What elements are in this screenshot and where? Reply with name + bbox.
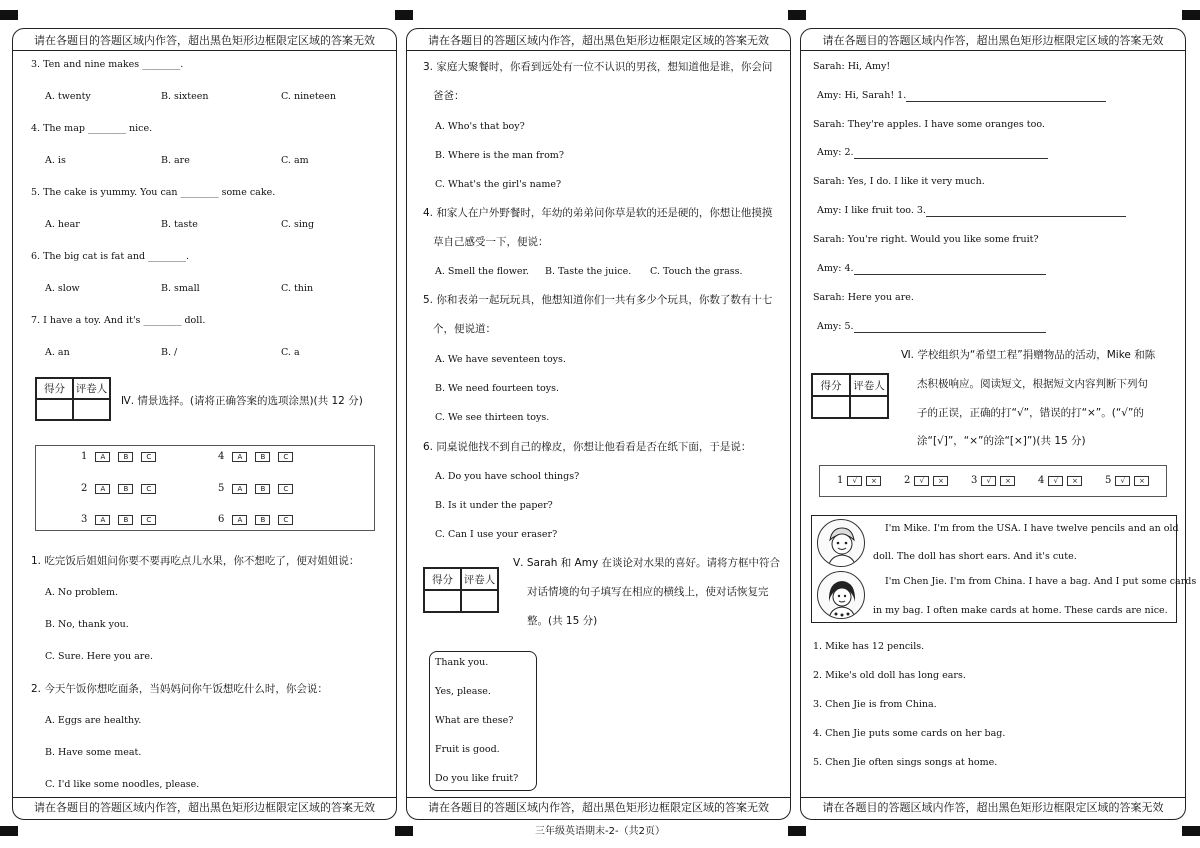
answer-blank-5[interactable] [854,322,1046,333]
section-4-title: Ⅳ. 情景选择。(请将正确答案的选项涂黑)(共 12 分) [121,395,363,407]
page-number: 三年级英语期末-2-（共2页） [535,826,665,837]
answer-blank-3[interactable] [926,206,1126,217]
answer-row: 2 A B C [81,483,156,494]
option-c[interactable]: C. Can I use your eraser? [435,529,558,540]
bubble-c[interactable]: C [141,452,156,462]
section-5-title-cont: 整。(共 15 分) [527,615,598,627]
tf-answer: 5 √ × [1105,475,1149,486]
option-b[interactable]: B. taste [161,219,198,230]
score-label: 得分 [812,374,850,396]
bubble-c[interactable]: C [278,484,293,494]
column-header: 请在各题目的答题区域内作答，超出黑色矩形边框限定区域的答案无效 [407,31,790,51]
bubble-c[interactable]: C [141,484,156,494]
option-a[interactable]: A. Eggs are healthy. [45,715,142,726]
option-a[interactable]: A. We have seventeen toys. [435,354,566,365]
option-c[interactable]: C. Sure. Here you are. [45,651,153,662]
sentence-option: Yes, please. [435,686,491,697]
bubble-a[interactable]: A [232,484,247,494]
option-b[interactable]: B. Is it under the paper? [435,500,553,511]
dialog-line: Sarah: You're right. Would you like some fruit? [813,234,1039,245]
check-mark-bubble[interactable]: √ [914,476,929,486]
answer-row: 6 A B C [218,514,293,525]
question-7: 7. I have a toy. And it's ________ doll. [31,315,206,326]
column-header: 请在各题目的答题区域内作答，超出黑色矩形边框限定区域的答案无效 [13,31,396,51]
bubble-b[interactable]: B [118,452,133,462]
answer-blank-2[interactable] [854,148,1048,159]
chen-jie-passage: I'm Chen Jie. I'm from China. I have a bag. And I put some cards [885,576,1197,587]
section-6-title: Ⅵ. 学校组织为“希望工程”捐赠物品的活动，Mike 和陈 [901,349,1156,361]
dialog-line: Amy: I like fruit too. 3. [817,205,1126,217]
section-5-title-cont: 对话情境的句子填写在相应的横线上，使对话恢复完 [527,586,769,598]
bubble-a[interactable]: A [232,452,247,462]
tf-answer: 4 √ × [1038,475,1082,486]
dialog-line: Amy: 4. [817,263,1046,275]
situation-question-6: 6. 同桌说他找不到自己的橡皮，你想让他看看是否在纸下面，于是说： [423,441,752,453]
answer-row: 1 A B C [81,451,156,462]
question-4: 4. The map ________ nice. [31,123,153,134]
answer-row: 5 A B C [218,483,293,494]
statement: 1. Mike has 12 pencils. [813,641,925,652]
option-c[interactable]: C. am [281,155,309,166]
situation-question-4-cont: 草自己感受一下，便说： [433,236,549,248]
score-field[interactable] [36,399,73,420]
dialog-line: Sarah: Hi, Amy! [813,61,891,72]
option-c[interactable]: C. sing [281,219,315,230]
answer-column-3 [800,28,1197,820]
check-mark-bubble[interactable]: √ [1048,476,1063,486]
grader-label: 评卷人 [73,378,110,399]
dialog-line: Amy: 5. [817,321,1046,333]
sentence-option: Fruit is good. [435,744,500,755]
sentence-option: Thank you. [435,657,489,668]
bubble-b[interactable]: B [255,452,270,462]
cross-mark-bubble[interactable]: × [866,476,881,486]
column-header: 请在各题目的答题区域内作答，超出黑色矩形边框限定区域的答案无效 [801,31,1185,51]
statement: 2. Mike's old doll has long ears. [813,670,966,681]
grader-label: 评卷人 [850,374,888,396]
score-field[interactable] [812,396,850,418]
situation-question-3: 3. 家庭大聚餐时，你看到远处有一位不认识的男孩，想知道他是谁，你会问 [423,61,773,73]
bubble-b[interactable]: B [255,484,270,494]
situation-question-3-cont: 爸爸： [433,90,465,102]
bubble-a[interactable]: A [95,515,110,525]
bubble-c[interactable]: C [278,452,293,462]
option-c[interactable]: C. Touch the grass. [650,266,743,277]
question-6: 6. The big cat is fat and ________. [31,251,190,262]
option-c[interactable]: C. nineteen [281,91,337,102]
option-b[interactable]: B. are [161,155,190,166]
score-box [811,373,889,419]
tf-answer: 2 √ × [904,475,948,486]
section-6-title-cont: 涂“[√]”，“×”的涂“[×]”)(共 15 分) [917,435,1086,447]
statement: 4. Chen Jie puts some cards on her bag. [813,728,1006,739]
sentence-option: Do you like fruit? [435,773,519,784]
sentence-option: What are these? [435,715,514,726]
column-footer: 请在各题目的答题区域内作答，超出黑色矩形边框限定区域的答案无效 [801,797,1185,817]
option-a[interactable]: A. Who's that boy? [435,121,525,132]
chen-jie-avatar [817,571,865,619]
score-box [423,567,499,613]
check-mark-bubble[interactable]: √ [1115,476,1130,486]
cross-mark-bubble[interactable]: × [933,476,948,486]
registration-mark [0,10,18,20]
score-field[interactable] [424,590,461,612]
score-label: 得分 [424,568,461,590]
option-a[interactable]: A. is [45,155,66,166]
statement: 5. Chen Jie often sings songs at home. [813,757,998,768]
dialog-line: Sarah: Yes, I do. I like it very much. [813,176,985,187]
answer-row: 4 A B C [218,451,293,462]
bubble-a[interactable]: A [95,484,110,494]
girl-portrait-icon [818,572,865,619]
situation-question-1: 1. 吃完饭后姐姐问你要不要再吃点儿水果，你不想吃了，便对姐姐说： [31,555,360,567]
bubble-c[interactable]: C [278,515,293,525]
tf-answer: 1 √ × [837,475,881,486]
option-a[interactable]: A. No problem. [45,587,119,598]
bubble-a[interactable]: A [95,452,110,462]
cross-mark-bubble[interactable]: × [1134,476,1149,486]
option-b[interactable]: B. We need fourteen toys. [435,383,560,394]
dialog-line: Amy: Hi, Sarah! 1. [817,90,1106,102]
option-c[interactable]: C. I'd like some noodles, please. [45,779,200,790]
option-b[interactable]: B. Have some meat. [45,747,142,758]
cross-mark-bubble[interactable]: × [1067,476,1082,486]
question-3: 3. Ten and nine makes ________. [31,59,184,70]
option-a[interactable]: A. slow [45,283,80,294]
option-b[interactable]: B. No, thank you. [45,619,129,630]
option-b[interactable]: B. sixteen [161,91,209,102]
option-a[interactable]: A. hear [45,219,80,230]
section-6-title-cont: 子的正误，正确的打“√”，错误的打“×”。(“√”的 [917,407,1144,419]
registration-mark [1182,10,1200,20]
column-footer: 请在各题目的答题区域内作答，超出黑色矩形边框限定区域的答案无效 [407,797,790,817]
grader-label: 评卷人 [461,568,498,590]
tf-answer: 3 √ × [971,475,1015,486]
option-b[interactable]: B. Taste the juice. [545,266,632,277]
chen-jie-passage-cont: in my bag. I often make cards at home. These cards are nice. [873,605,1168,616]
option-c[interactable]: C. What's the girl's name? [435,179,562,190]
option-c[interactable]: C. thin [281,283,314,294]
situation-question-5-cont: 个，便说道： [433,323,496,335]
section-5-title: Ⅴ. Sarah 和 Amy 在谈论对水果的喜好。请将方框中符合 [513,557,781,569]
option-b[interactable]: B. Where is the man from? [435,150,564,161]
situation-question-4: 4. 和家人在户外野餐时，年幼的弟弟问你草是软的还是硬的，你想让他摸摸 [423,207,773,219]
situation-question-5: 5. 你和表弟一起玩玩具，他想知道你们一共有多少个玩具，你数了数有十七 [423,294,773,306]
answer-blank-4[interactable] [854,264,1046,275]
bubble-b[interactable]: B [118,484,133,494]
registration-mark [788,10,806,20]
score-label: 得分 [36,378,73,399]
option-a[interactable]: A. twenty [45,91,91,102]
bubble-a[interactable]: A [232,515,247,525]
option-c[interactable]: C. We see thirteen toys. [435,412,550,423]
option-b[interactable]: B. / [161,347,178,358]
answer-row: 3 A B C [81,514,156,525]
answer-column-1 [12,28,397,820]
section-6-title-cont: 杰积极响应。阅读短文，根据短文内容判断下列句 [917,378,1148,390]
dialog-line: Sarah: They're apples. I have some oranges too. [813,119,1045,130]
answer-blank-1[interactable] [906,91,1106,102]
mike-passage-cont: doll. The doll has short ears. And it's cute. [873,551,1077,562]
boy-portrait-icon [818,520,865,567]
option-a[interactable]: A. Smell the flower. [435,266,530,277]
cross-mark-bubble[interactable]: × [1000,476,1015,486]
check-mark-bubble[interactable]: √ [847,476,862,486]
mike-avatar [817,519,865,567]
dialog-line: Amy: 2. [817,147,1048,159]
bubble-b[interactable]: B [118,515,133,525]
dialog-line: Sarah: Here you are. [813,292,914,303]
statement: 3. Chen Jie is from China. [813,699,937,710]
column-footer: 请在各题目的答题区域内作答，超出黑色矩形边框限定区域的答案无效 [13,797,396,817]
grader-field[interactable] [850,396,888,418]
score-box [35,377,111,421]
registration-mark [395,10,413,20]
question-5: 5. The cake is yummy. You can ________ some cake. [31,187,276,198]
bubble-c[interactable]: C [141,515,156,525]
bubble-b[interactable]: B [255,515,270,525]
grader-field[interactable] [73,399,110,420]
situation-question-2: 2. 今天午饭你想吃面条，当妈妈问你午饭想吃什么时，你会说： [31,683,328,695]
grader-field[interactable] [461,590,498,612]
check-mark-bubble[interactable]: √ [981,476,996,486]
option-a[interactable]: A. an [45,347,70,358]
answer-column-2 [406,28,791,820]
mike-passage: I'm Mike. I'm from the USA. I have twelve pencils and an old [885,523,1179,534]
option-a[interactable]: A. Do you have school things? [435,471,580,482]
option-c[interactable]: C. a [281,347,300,358]
option-b[interactable]: B. small [161,283,200,294]
